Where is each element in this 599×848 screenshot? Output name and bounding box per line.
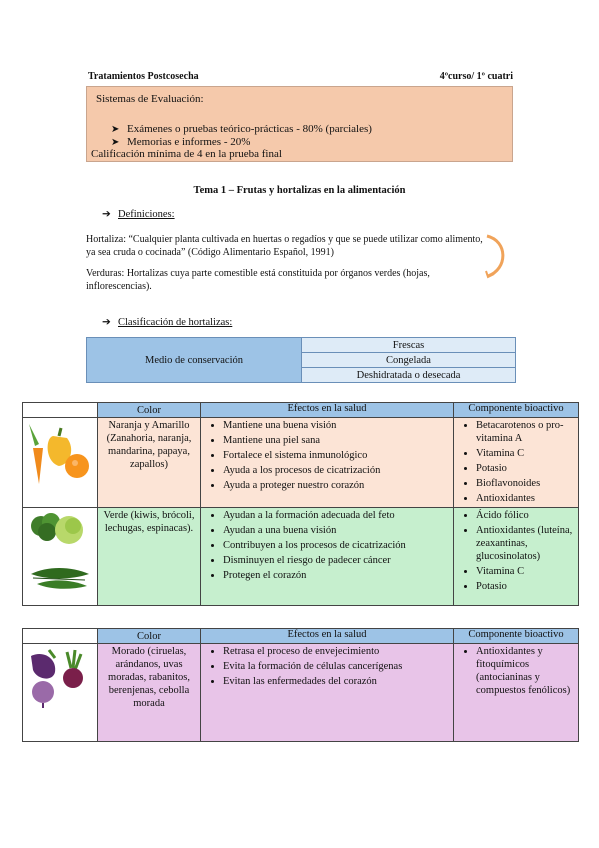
conservation-label: Medio de conservación [87, 338, 302, 383]
header-color: Color [98, 629, 201, 644]
row-color: Morado (ciruelas, arándanos, uvas moradas, rabanitos, berenjenas, cebolla morada [98, 644, 201, 742]
eggplant-beet-icon [23, 644, 95, 708]
curved-arrow-icon [484, 233, 506, 279]
list-item: • Evita la formación de células cancerígenas [223, 660, 453, 673]
list-item: • Potasio [476, 580, 578, 593]
header-component: Componente bioactivo [454, 629, 579, 644]
effects-list [201, 508, 453, 582]
definition-hortaliza: Hortaliza: “Cualquier planta cultivada en huertas o regadíos y que se puede utilizar como alimento, ya sea cruda o cocinada” (Código Alimentario Español, 1991) [86, 234, 483, 258]
evaluation-item: ➤ Memorias e informes - 20% [111, 136, 251, 148]
list-item: • Ayuda a los procesos de cicatrización [223, 464, 453, 477]
table-header-row [23, 629, 579, 644]
arrow-bullet-icon: ➤ [111, 124, 120, 135]
row-color: Verde (kiwis, brócoli, lechugas, espinacas). [98, 508, 201, 606]
list-item: • Vitamina C [476, 447, 578, 460]
evaluation-item: ➤ Exámenes o pruebas teórico-prácticas - 80% (parciales) [111, 123, 372, 135]
components-list [454, 508, 578, 593]
list-item: • Bioflavonoides [476, 477, 578, 490]
classification-heading: ➔ Clasificación de hortalizas: [102, 317, 233, 328]
list-item: • Disminuyen el riesgo de padecer cáncer [223, 554, 453, 567]
header-effects: Efectos en la salud [201, 629, 454, 644]
course-period: 4ºcurso/ 1º cuatri [439, 71, 513, 82]
list-item: • Retrasa el proceso de envejecimiento [223, 645, 453, 658]
list-item: • Mantiene una buena visión [223, 419, 453, 432]
list-item: • Mantiene una piel sana [223, 434, 453, 447]
row-color: Naranja y Amarillo (Zanahoria, naranja, mandarina, papaya, zapallos) [98, 418, 201, 508]
header-component: Componente bioactivo [454, 403, 579, 418]
list-item: • Contribuyen a los procesos de cicatrización [223, 539, 453, 552]
effects-list [201, 644, 453, 688]
evaluation-box [86, 86, 513, 162]
list-item: • Protegen el corazón [223, 569, 453, 582]
color-foods-table [22, 402, 579, 606]
definitions-heading: ➔ Definiciones: [102, 209, 175, 220]
evaluation-footer: Calificación mínima de 4 en la prueba final [91, 148, 282, 160]
list-item: • Ayudan a la formación adecuada del feto [223, 509, 453, 522]
conservation-option: Deshidratada o desecada [302, 368, 516, 383]
broccoli-lettuce-spinach-icon [23, 508, 95, 598]
conservation-option: Congelada [302, 353, 516, 368]
arrow-right-icon: ➔ [102, 317, 111, 328]
list-item: • Fortalece el sistema inmunológico [223, 449, 453, 462]
components-list [454, 418, 578, 505]
green-vegetables-image [23, 508, 98, 606]
header-effects: Efectos en la salud [201, 403, 454, 418]
course-title: Tratamientos Postcosecha [88, 71, 199, 82]
arrow-bullet-icon: ➤ [111, 137, 120, 148]
list-item: • Vitamina C [476, 565, 578, 578]
list-item: • Antioxidantes y fitoquímicos (antocianinas y compuestos fenólicos) [476, 645, 578, 697]
list-item: • Antioxidantes [476, 492, 578, 505]
list-item: • Betacarotenos o pro-vitamina A [476, 419, 578, 445]
table-row [23, 644, 579, 742]
purple-vegetables-image [23, 644, 98, 742]
list-item: • Ayuda a proteger nuestro corazón [223, 479, 453, 492]
definition-verduras: Verduras: Hortalizas cuya parte comestible está constituida por órganos verdes (hojas, inflorescencias). [86, 268, 430, 292]
list-item: • Ácido fólico [476, 509, 578, 522]
orange-vegetables-image [23, 418, 98, 508]
effects-list [201, 418, 453, 492]
list-item: • Ayudan a una buena visión [223, 524, 453, 537]
list-item: • Potasio [476, 462, 578, 475]
table-header-row [23, 403, 579, 418]
carrot-pepper-orange-icon [23, 418, 95, 490]
conservation-table [86, 337, 516, 383]
table-row [23, 508, 579, 606]
conservation-option: Frescas [302, 338, 516, 353]
topic-title: Tema 1 – Frutas y hortalizas en la alimentación [193, 185, 406, 196]
evaluation-title: Sistemas de Evaluación: [96, 93, 204, 105]
purple-foods-table [22, 628, 579, 742]
list-item: • Antioxidantes (luteína, zeaxantinas, glucosinolatos) [476, 524, 578, 563]
components-list [454, 644, 578, 697]
table-row [23, 418, 579, 508]
header-color: Color [98, 403, 201, 418]
arrow-right-icon: ➔ [102, 209, 111, 220]
list-item: • Evitan las enfermedades del corazón [223, 675, 453, 688]
